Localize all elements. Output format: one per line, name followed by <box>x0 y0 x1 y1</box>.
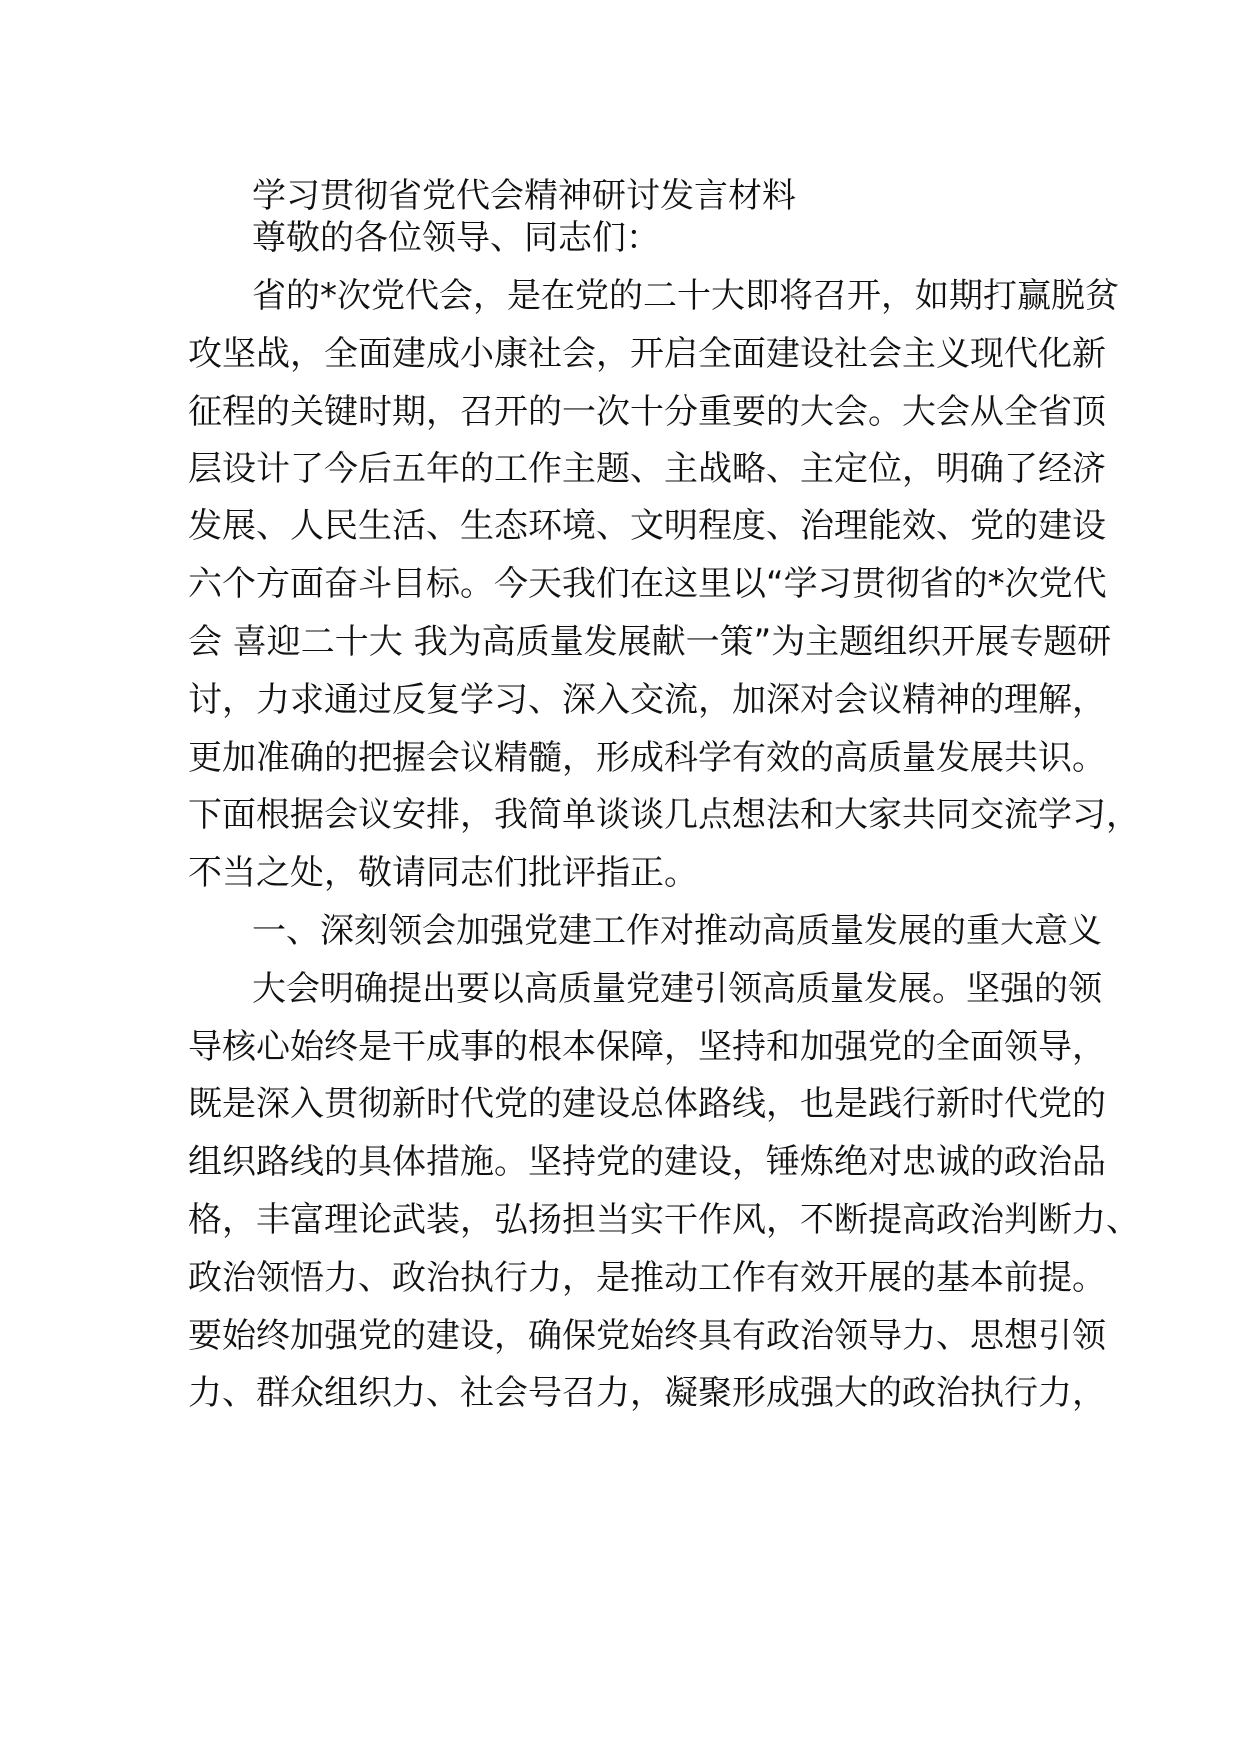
paragraph-line: 大会明确提出要以高质量党建引领高质量发展。坚强的领 <box>252 969 1102 1009</box>
paragraph-line: 省的*次党代会，是在党的二十大即将召开，如期打赢脱贫 <box>252 276 1119 316</box>
section-heading: 一、深刻领会加强党建工作对推动高质量发展的重大意义 <box>252 911 1102 951</box>
paragraph-line: 下面根据会议安排，我简单谈谈几点想法和大家共同交流学习， <box>188 795 1140 835</box>
paragraph-line: 要始终加强党的建设，确保党始终具有政治领导力、思想引领 <box>188 1316 1106 1356</box>
paragraph-line: 格，丰富理论武装，弘扬担当实干作风，不断提高政治判断力、 <box>188 1200 1140 1240</box>
paragraph-line: 导核心始终是干成事的根本保障，坚持和加强党的全面领导， <box>188 1027 1106 1067</box>
paragraph-line: 政治领悟力、政治执行力，是推动工作有效开展的基本前提。 <box>188 1258 1106 1298</box>
paragraph-line: 六个方面奋斗目标。今天我们在这里以“学习贯彻省的*次党代 <box>188 564 1107 604</box>
salutation: 尊敬的各位领导、同志们： <box>252 218 660 258</box>
paragraph-line: 攻坚战，全面建成小康社会，开启全面建设社会主义现代化新 <box>188 334 1106 374</box>
paragraph-line: 层设计了今后五年的工作主题、主战略、主定位，明确了经济 <box>188 449 1106 489</box>
paragraph-line: 更加准确的把握会议精髓，形成科学有效的高质量发展共识。 <box>188 738 1106 778</box>
document-title: 学习贯彻省党代会精神研讨发言材料 <box>252 176 796 216</box>
paragraph-line: 征程的关键时期，召开的一次十分重要的大会。大会从全省顶 <box>188 392 1106 432</box>
paragraph-line: 会 喜迎二十大 我为高质量发展献一策”为主题组织开展专题研 <box>188 622 1112 662</box>
paragraph-line: 既是深入贯彻新时代党的建设总体路线，也是践行新时代党的 <box>188 1084 1106 1124</box>
paragraph-line: 发展、人民生活、生态环境、文明程度、治理能效、党的建设 <box>188 506 1106 546</box>
paragraph-line: 力、群众组织力、社会号召力，凝聚形成强大的政治执行力， <box>188 1373 1106 1413</box>
paragraph-line: 讨，力求通过反复学习、深入交流，加深对会议精神的理解， <box>188 680 1106 720</box>
paragraph-line: 组织路线的具体措施。坚持党的建设，锤炼绝对忠诚的政治品 <box>188 1142 1106 1182</box>
paragraph-line: 不当之处，敬请同志们批评指正。 <box>188 853 698 893</box>
